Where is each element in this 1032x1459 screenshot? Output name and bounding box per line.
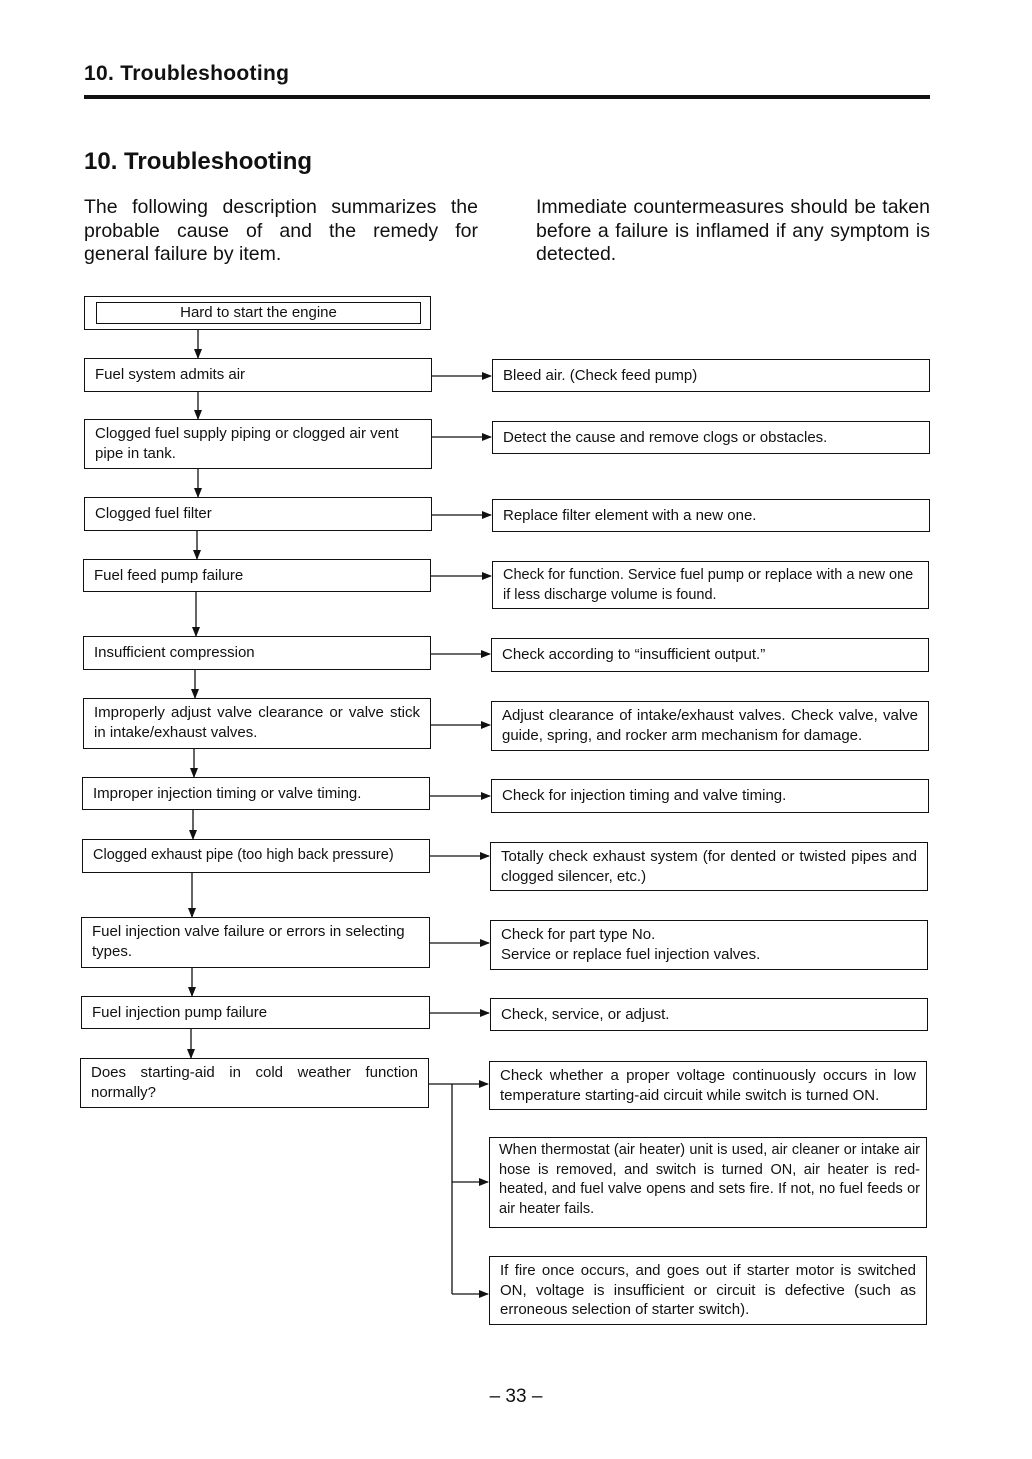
page-number: – 33 – <box>489 1386 543 1407</box>
remedy-box: When thermostat (air heater) unit is used, air cleaner or intake air hose is removed, and switch is turned ON, air heater is red-heated, and fuel valve opens and sets fire. If not, no fuel feeds or air heater fails. <box>489 1137 927 1228</box>
remedy-box: If fire once occurs, and goes out if starter motor is switched ON, voltage is insufficient or circuit is defective (such as erroneous selection of starter switch). <box>489 1256 927 1325</box>
cause-box: Clogged exhaust pipe (too high back pressure) <box>82 839 430 873</box>
remedy-box <box>490 920 928 970</box>
remedy-box: Check according to “insufficient output.” <box>491 638 929 672</box>
remedy-line: Check for part type No. <box>501 926 656 943</box>
cause-box: Fuel injection pump failure <box>81 996 430 1029</box>
intro-right-paragraph: Immediate countermeasures should be taken before a failure is inflamed if any symptom is detected. <box>536 196 930 265</box>
cause-box: Clogged fuel supply piping or clogged air vent pipe in tank. <box>84 419 432 469</box>
section-title: 10. Troubleshooting <box>84 148 313 175</box>
remedy-box: Detect the cause and remove clogs or obstacles. <box>492 421 930 454</box>
remedy-line: Service or replace fuel injection valves. <box>501 945 761 963</box>
cause-box: Clogged fuel filter <box>84 497 432 531</box>
cause-box: Fuel injection valve failure or errors in selecting types. <box>81 917 430 968</box>
start-box-label: Hard to start the engine <box>96 302 421 324</box>
remedy-box: Bleed air. (Check feed pump) <box>492 359 930 392</box>
cause-box: Fuel system admits air <box>84 358 432 392</box>
remedy-box: Replace filter element with a new one. <box>492 499 930 532</box>
running-header-title: 10. Troubleshooting <box>84 62 290 85</box>
cause-box: Improper injection timing or valve timing. <box>82 777 430 810</box>
intro-left-paragraph: The following description summarizes the probable cause of and the remedy for general failure by item. <box>84 196 478 265</box>
cause-box: Improperly adjust valve clearance or valve stick in intake/exhaust valves. <box>83 698 431 749</box>
remedy-box: Check for injection timing and valve timing. <box>491 779 929 813</box>
cause-box: Insufficient compression <box>83 636 431 670</box>
remedy-box: Check whether a proper voltage continuously occurs in low temperature starting-aid circuit while switch is turned ON. <box>489 1061 927 1110</box>
remedy-box: Check for function. Service fuel pump or replace with a new one if less discharge volume is found. <box>492 561 929 609</box>
remedy-box: Adjust clearance of intake/exhaust valves. Check valve, valve guide, spring, and rocker arm mechanism for damage. <box>491 701 929 751</box>
cause-box: Fuel feed pump failure <box>83 559 431 592</box>
start-box <box>84 296 431 330</box>
remedy-box: Totally check exhaust system (for dented or twisted pipes and clogged silencer, etc.) <box>490 842 928 891</box>
cause-box: Does starting-aid in cold weather function normally? <box>80 1058 429 1108</box>
remedy-box: Check, service, or adjust. <box>490 998 928 1031</box>
